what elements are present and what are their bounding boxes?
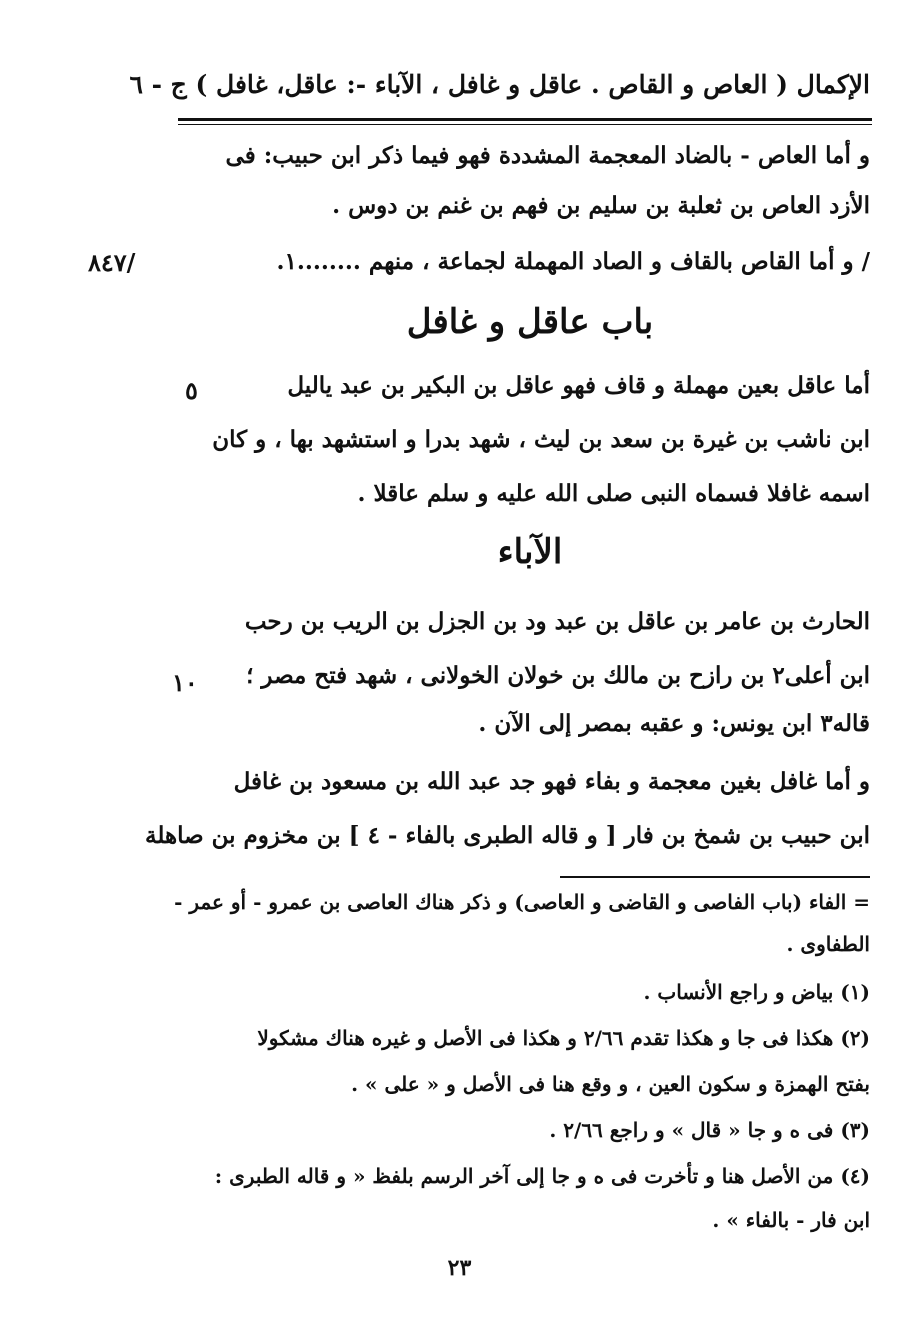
header-rule-thick xyxy=(178,118,872,121)
footnote-line: (١) بياض و راجع الأنساب . xyxy=(643,980,870,1004)
line-number-marker: ١٠ xyxy=(172,668,198,697)
footnote-line: (٤) من الأصل هنا و تأخرت فى ه و جا إلى آخر الرسم بلفظ « و قاله الطبرى : xyxy=(214,1164,870,1188)
body-line: الحارث بن عامر بن عاقل بن عبد ود بن الجزل بن الريب بن رحب xyxy=(244,608,870,635)
body-line: ابن حبيب بن شمخ بن فار [ و قاله الطبرى بالفاء - ٤ ] بن مخزوم بن صاهلة xyxy=(145,822,870,849)
footnote-line: (٣) فى ه و جا « قال » و راجع ٢/٦٦ . xyxy=(549,1118,870,1142)
body-line: اسمه غافلا فسماه النبى صلى الله عليه و سلم عاقلا . xyxy=(357,480,870,507)
footnote-line: (٢) هكذا فى جا و هكذا تقدم ٢/٦٦ و هكذا فى الأصل و غيره هناك مشكولا xyxy=(257,1026,870,1050)
footnote-line: ابن فار - بالفاء » . xyxy=(712,1208,870,1232)
footnote-line: = الفاء (باب الفاصى و القاضى و العاصى) و ذكر هناك العاصى بن عمرو - أو عمر - xyxy=(174,890,870,914)
header-rule-thin xyxy=(178,124,872,125)
body-line: الأزد العاص بن ثعلبة بن سليم بن فهم بن غنم بن دوس . xyxy=(332,192,870,219)
footnote-separator xyxy=(560,876,870,878)
body-line: و أما العاص - بالضاد المعجمة المشددة فهو فيما ذكر ابن حبيب: فى xyxy=(225,142,870,169)
body-line: أما عاقل بعين مهملة و قاف فهو عاقل بن البكير بن عبد ياليل xyxy=(287,372,870,399)
footnote-line: الطفاوى . xyxy=(786,932,870,956)
page-number: ٢٣ xyxy=(447,1255,472,1281)
section-heading: الآباء xyxy=(497,532,563,572)
body-line: و أما غافل بغين معجمة و بفاء فهو جد عبد الله بن مسعود بن غافل xyxy=(233,768,870,795)
body-line: / و أما القاص بالقاف و الصاد المهملة لجماعة ، منهم ........١. xyxy=(276,248,870,275)
running-header: الإكمال ( العاص و القاص . عاقل و غافل ، الآباء -: عاقل، غافل ) ج - ٦ xyxy=(129,70,870,99)
section-heading: باب عاقل و غافل xyxy=(406,302,654,342)
body-line: ابن أعلى٢ بن رازح بن مالك بن خولان الخولانى ، شهد فتح مصر ؛ xyxy=(246,662,870,689)
footnote-line: بفتح الهمزة و سكون العين ، و وقع هنا فى الأصل و « على » . xyxy=(351,1072,870,1096)
body-line: قاله٣ ابن يونس: و عقبه بمصر إلى الآن . xyxy=(478,710,870,737)
body-line: ابن ناشب بن غيرة بن سعد بن ليث ، شهد بدرا و استشهد بها ، و كان xyxy=(212,426,870,453)
line-number-marker: ٥ xyxy=(185,376,198,405)
folio-reference: ٨٤٧/ xyxy=(88,248,136,277)
